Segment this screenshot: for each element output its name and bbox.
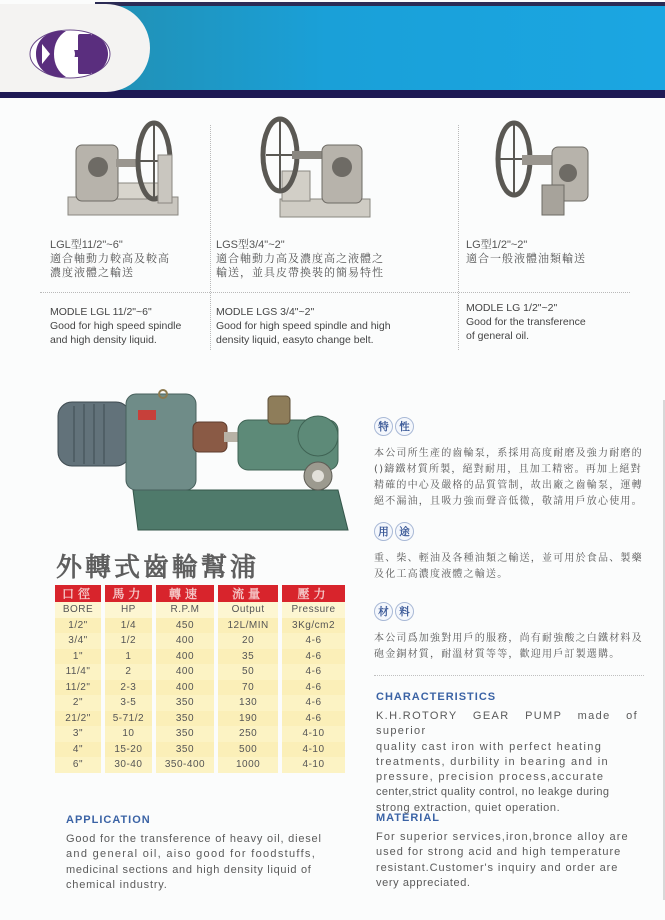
product-zh-desc-line: 適合一般液體油類輸送 — [466, 253, 586, 265]
cell-rpm: 350 — [154, 726, 216, 742]
row-divider — [40, 292, 630, 293]
characteristics-heading: CHARACTERISTICS — [376, 691, 497, 703]
product-en-desc-line: Good for high speed spindle and high — [216, 320, 391, 332]
header-pressure-en: Pressure — [280, 602, 345, 618]
characteristics-line: strong extraction, quiet operation. — [376, 801, 561, 814]
cell-hp: 2-3 — [103, 680, 154, 696]
characteristics-line: center,strict quality control, no leakge during — [376, 786, 610, 799]
cell-output: 12L/MIN — [216, 618, 280, 634]
zh-material-line: 砲金銅材質，耐溫材質等等，歡迎用戶訂製選購。 — [374, 649, 621, 660]
badge-char: 性 — [395, 417, 414, 436]
header-hp-zh: 馬力 — [103, 585, 154, 602]
badge-char: 料 — [395, 602, 414, 621]
cell-bore: 3" — [55, 726, 103, 742]
header-rpm-en: R.P.M — [154, 602, 216, 618]
zh-usage-line: 重、柴、輕油及各種油類之輸送，並可用於食品、製藥 — [374, 553, 643, 564]
column-divider — [458, 125, 459, 350]
lgl-pump-image — [58, 115, 188, 225]
zh-features-line: 絕不漏油，且吸力強而聲音低微，敬請用戶放心使用。 — [374, 496, 643, 507]
product-en-desc-line: of general oil. — [466, 330, 530, 342]
cell-pressure: 4-6 — [280, 633, 345, 649]
application-line: and general oil, aiso good for foodstuffs, — [66, 848, 317, 861]
lgs-pump-image — [250, 115, 380, 225]
header-bore-zh: 口徑 — [55, 585, 103, 602]
application-section — [66, 814, 336, 893]
table-row — [55, 695, 345, 711]
cell-output: 250 — [216, 726, 280, 742]
cell-hp: 1/4 — [103, 618, 154, 634]
main-pump-assembly-image — [38, 380, 358, 540]
product-en-desc-line: density liquid, easyto change belt. — [216, 334, 374, 346]
table-row — [55, 680, 345, 696]
product-zh-model: LGS型3/4"~2" — [216, 239, 285, 251]
product-zh-desc-line: 適合軸動力高及濃度高之液體之 — [216, 253, 384, 265]
cell-rpm: 450 — [154, 618, 216, 634]
material-line: used for strong acid and high temperature — [376, 846, 622, 859]
cell-rpm: 350-400 — [154, 757, 216, 773]
cell-bore: 1" — [55, 649, 103, 665]
product-zh-model: LG型1/2"~2" — [466, 239, 528, 251]
product-zh-desc-line: 適合軸動力較高及較高 — [50, 253, 170, 265]
zh-section-material — [374, 602, 644, 663]
zh-section-usage — [374, 522, 644, 583]
badge-char: 途 — [395, 522, 414, 541]
table-row — [55, 726, 345, 742]
application-line: Good for the transference of heavy oil, diesel — [66, 833, 322, 845]
badge-char: 用 — [374, 522, 393, 541]
cell-pressure: 4-10 — [280, 726, 345, 742]
cell-rpm: 400 — [154, 633, 216, 649]
cell-pressure: 4-10 — [280, 742, 345, 758]
cell-output: 50 — [216, 664, 280, 680]
product-zh-desc-line: 濃度液體之輸送 — [50, 267, 134, 279]
cell-hp: 1 — [103, 649, 154, 665]
header-hp-en: HP — [103, 602, 154, 618]
zh-usage-line: 及化工高濃度液體之輸送。 — [374, 569, 509, 580]
cell-hp: 1/2 — [103, 633, 154, 649]
cell-rpm: 350 — [154, 711, 216, 727]
material-line: resistant.Customer's inquiry and order are — [376, 861, 619, 874]
cell-hp: 2 — [103, 664, 154, 680]
header-banner — [0, 0, 665, 100]
section-badge — [374, 417, 644, 436]
characteristics-line: treatments, durbility in bearing and in — [376, 755, 610, 768]
product-zh-desc-line: 輸送，並具皮帶換裝的簡易特性 — [216, 267, 384, 279]
product-en-model: MODLE LG 1/2"~2" — [466, 302, 558, 314]
table-row — [55, 742, 345, 758]
cell-hp: 15-20 — [103, 742, 154, 758]
banner-blue-band — [100, 6, 665, 90]
header-output-en: Output — [216, 602, 280, 618]
cell-pressure: 4-6 — [280, 649, 345, 665]
cell-pressure: 4-6 — [280, 664, 345, 680]
characteristics-line: quality cast iron with perfect heating — [376, 740, 603, 753]
section-divider — [374, 675, 644, 676]
material-line: very appreciated. — [376, 876, 471, 889]
cell-rpm: 400 — [154, 664, 216, 680]
section-badge — [374, 602, 644, 621]
header-bore-en: BORE — [55, 602, 103, 618]
product-zh-model: LGL型11/2"~6" — [50, 239, 123, 251]
spec-table — [55, 585, 345, 773]
table-row — [55, 711, 345, 727]
product-models-section — [40, 115, 630, 350]
cell-pressure: 4-10 — [280, 757, 345, 773]
section-badge — [374, 522, 644, 541]
cell-output: 190 — [216, 711, 280, 727]
lg-pump-image — [486, 115, 596, 225]
cell-rpm: 400 — [154, 680, 216, 696]
table-row — [55, 664, 345, 680]
material-line: For superior services,iron,bronce alloy are — [376, 831, 629, 843]
logo-panel — [0, 4, 150, 92]
zh-features-line: 精確的中心及嚴格的品質管制，故出廠之齒輪泵，運轉 — [374, 480, 643, 491]
table-row — [55, 618, 345, 634]
header-output-zh: 流量 — [216, 585, 280, 602]
material-section — [376, 812, 638, 891]
product-en-desc-line: Good for high speed spindle — [50, 320, 182, 332]
header-pressure-zh: 壓力 — [280, 585, 345, 602]
material-heading: MATERIAL — [376, 812, 441, 824]
cell-rpm: 350 — [154, 742, 216, 758]
main-title: 外轉式齒輪幫浦 — [56, 553, 260, 583]
zh-features-line: 本公司所生產的齒輪泵，系採用高度耐磨及強力耐磨的 — [374, 448, 643, 459]
characteristics-section — [376, 691, 638, 816]
application-line: medicinal sections and high density liquid of — [66, 863, 312, 876]
header-rpm-zh: 轉速 — [154, 585, 216, 602]
table-header-en — [55, 602, 345, 618]
cell-hp: 10 — [103, 726, 154, 742]
table-row — [55, 757, 345, 773]
product-en-desc-line: Good for the transference — [466, 316, 586, 328]
cell-output: 1000 — [216, 757, 280, 773]
characteristics-line: pressure, precision process,accurate — [376, 771, 605, 784]
zh-material-line: 本公司爲加強對用戶的服務，尚有耐強酸之白鐵材料及 — [374, 633, 643, 644]
cell-bore: 11/2" — [55, 680, 103, 696]
cell-output: 20 — [216, 633, 280, 649]
cell-hp: 5-71/2 — [103, 711, 154, 727]
cell-output: 35 — [216, 649, 280, 665]
cell-pressure: 4-6 — [280, 695, 345, 711]
cell-bore: 2" — [55, 695, 103, 711]
application-line: chemical industry. — [66, 878, 168, 891]
table-row — [55, 649, 345, 665]
badge-char: 特 — [374, 417, 393, 436]
product-en-desc-line: and high density liquid. — [50, 334, 157, 346]
product-en-model: MODLE LGS 3/4"~2" — [216, 306, 315, 318]
cell-rpm: 400 — [154, 649, 216, 665]
cell-bore: 3/4" — [55, 633, 103, 649]
cell-pressure: 4-6 — [280, 711, 345, 727]
cell-hp: 3-5 — [103, 695, 154, 711]
cell-pressure: 3Kg/cm2 — [280, 618, 345, 634]
kh-logo-icon — [28, 28, 112, 80]
cell-bore: 4" — [55, 742, 103, 758]
cell-output: 500 — [216, 742, 280, 758]
cell-pressure: 4-6 — [280, 680, 345, 696]
cell-bore: 21/2" — [55, 711, 103, 727]
cell-bore: 11/4" — [55, 664, 103, 680]
cell-rpm: 350 — [154, 695, 216, 711]
cell-hp: 30-40 — [103, 757, 154, 773]
zh-features-line: ()鑄鐵材質所製，絕對耐用，且加工精密。再加上絕對 — [374, 464, 642, 475]
application-heading: APPLICATION — [66, 814, 151, 826]
characteristics-line: K.H.ROTORY GEAR PUMP made of superior — [376, 710, 638, 738]
product-en-model: MODLE LGL 11/2"~6" — [50, 306, 152, 318]
cell-bore: 6" — [55, 757, 103, 773]
cell-bore: 1/2" — [55, 618, 103, 634]
table-row — [55, 633, 345, 649]
zh-section-features — [374, 417, 644, 510]
table-header-zh — [55, 585, 345, 602]
badge-char: 材 — [374, 602, 393, 621]
cell-output: 70 — [216, 680, 280, 696]
cell-output: 130 — [216, 695, 280, 711]
